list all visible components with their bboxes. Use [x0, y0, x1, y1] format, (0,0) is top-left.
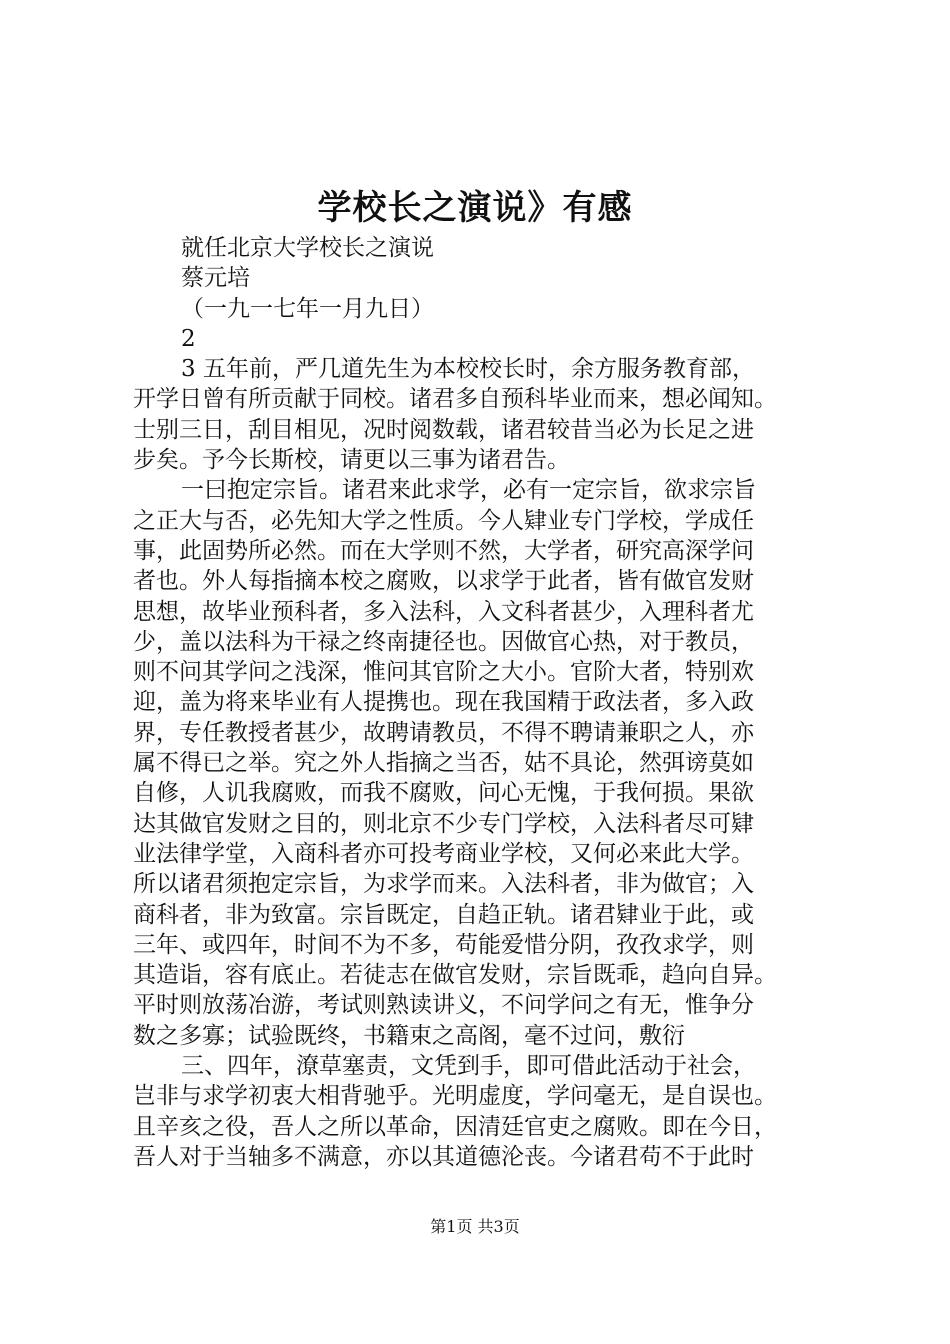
body-line: 步矣。予今长斯校，请更以三事为诸君告。 [133, 447, 570, 474]
body-line: 3 五年前，严几道先生为本校校长时，余方服务教育部， [181, 356, 755, 383]
body-line: 自修，人讥我腐败，而我不腐败，问心无愧，于我何损。果欲 [133, 780, 754, 807]
author-line: 蔡元培 [181, 265, 250, 292]
body-line: 之正大与否，必先知大学之性质。今人肄业专门学校，学成任 [133, 507, 754, 534]
body-line: 思想，故毕业预科者，多入法科，入文科者甚少，入理科者尤 [133, 598, 754, 625]
section-number: 2 [181, 325, 196, 352]
body-line: 属不得已之举。究之外人指摘之当否，姑不具论，然弭谤莫如 [133, 750, 754, 777]
body-line: 所以诸君须抱定宗旨，为求学而来。入法科者，非为做官；入 [133, 871, 754, 898]
body-paragraphs [133, 354, 835, 1172]
body-line: 迎，盖为将来毕业有人提携也。现在我国精于政法者，多入政 [133, 689, 754, 716]
body-line: 少，盖以法科为干禄之终南捷径也。因做官心热，对于教员， [133, 628, 754, 655]
body-line: 三年、或四年，时间不为不多，苟能爱惜分阴，孜孜求学，则 [133, 931, 754, 958]
body-line: 其造诣，容有底止。若徒志在做官发财，宗旨既乖，趋向自异。 [133, 962, 777, 989]
body-line: 达其做官发财之目的，则北京不少专门学校，入法科者尽可肄 [133, 810, 754, 837]
body-line: 则不问其学问之浅深，惟问其官阶之大小。官阶大者，特别欢 [133, 659, 754, 686]
body-line: 三、四年，潦草塞责，文凭到手，即可借此活动于社会， [181, 1053, 756, 1080]
body-line: 吾人对于当轴多不满意，亦以其道德沦丧。今诸君苟不于此时 [133, 1143, 754, 1170]
body-line: 一曰抱定宗旨。诸君来此求学，必有一定宗旨，欲求宗旨 [181, 477, 756, 504]
body-line: 数之多寡；试验既终，书籍束之高阁，毫不过问，敷衍 [133, 1022, 685, 1049]
document-body [133, 233, 835, 1172]
body-line: 者也。外人每指摘本校之腐败，以求学于此者，皆有做官发财 [133, 568, 754, 595]
body-line: 士别三日，刮目相见，况时阅数载，诸君较昔当必为长足之进 [133, 416, 754, 443]
page-footer: 第1页 共3页 [430, 1217, 520, 1236]
date-line: （一九一七年一月九日） [181, 295, 434, 322]
body-line: 开学日曾有所贡献于同校。诸君多自预科毕业而来，想必闻知。 [133, 386, 777, 413]
body-line: 业法律学堂，入商科者亦可投考商业学校，又何必来此大学。 [133, 840, 754, 867]
header-line: 就任北京大学校长之演说 [181, 235, 434, 261]
body-line: 界，专任教授者甚少，故聘请教员，不得不聘请兼职之人，亦 [133, 719, 754, 746]
body-line: 且辛亥之役，吾人之所以革命，因清廷官吏之腐败。即在今日， [133, 1113, 777, 1140]
document-title: 学校长之演说》有感 [317, 188, 633, 228]
body-line: 事，此固势所必然。而在大学则不然，大学者，研究高深学问 [133, 537, 754, 564]
body-line: 商科者，非为致富。宗旨既定，自趋正轨。诸君肄业于此，或 [133, 901, 754, 928]
body-line: 平时则放荡冶游，考试则熟读讲义，不问学问之有无，惟争分 [133, 992, 754, 1019]
body-line: 岂非与求学初衷大相背驰乎。光明虚度，学问毫无，是自误也。 [133, 1083, 777, 1110]
